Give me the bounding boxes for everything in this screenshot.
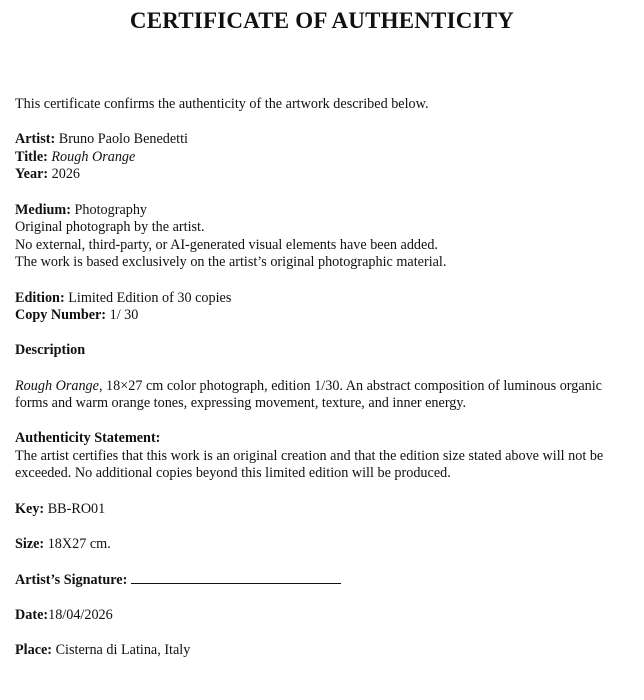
key-row [15, 501, 627, 519]
size-value: 18X27 cm. [47, 535, 111, 552]
copy-number-value: 1/ 30 [109, 307, 139, 324]
description-heading: Description [15, 342, 86, 359]
copy-number-label: Copy Number: [15, 307, 107, 324]
description-text [15, 378, 627, 413]
place-label: Place: [15, 642, 53, 659]
medium-label: Medium: [15, 201, 71, 218]
medium-line: No external, third-party, or AI-generated visual elements have been added. [15, 236, 438, 253]
date-label: Date: [15, 607, 49, 624]
certificate-title: CERTIFICATE OF AUTHENTICITY [129, 8, 515, 33]
date-row [15, 607, 627, 625]
artist-label: Artist: [15, 131, 56, 148]
place-value: Cisterna di Latina, Italy [55, 642, 191, 659]
authenticity-heading: Authenticity Statement: [15, 430, 161, 447]
date-value: 18/04/2026 [48, 607, 113, 624]
intro-text: This certificate confirms the authenticity of the artwork described below. [15, 96, 429, 112]
signature-line [131, 571, 341, 584]
authenticity-text: The artist certifies that this work is an original creation and that the edition size stated above will not be exceeded. No additional copies beyond this limited edition will be produced. [15, 447, 604, 482]
year-label: Year: [15, 166, 49, 183]
size-label: Size: [15, 535, 45, 552]
year-value: 2026 [51, 166, 81, 183]
medium-value: Photography [74, 201, 148, 218]
key-value: BB-RO01 [47, 500, 106, 517]
signature-label: Artist’s Signature: [15, 572, 128, 589]
key-label: Key: [15, 500, 45, 517]
certificate-body [15, 96, 627, 660]
description-italic-title: Rough Orange [15, 377, 99, 394]
medium-line: Original photograph by the artist. [15, 219, 205, 236]
artist-value: Bruno Paolo Benedetti [58, 131, 188, 148]
edition-label: Edition: [15, 289, 65, 306]
edition-value: Limited Edition of 30 copies [68, 289, 232, 306]
title-value: Rough Orange [51, 148, 136, 165]
medium-row [15, 202, 627, 220]
year-row [15, 166, 627, 184]
medium-line: The work is based exclusively on the artist’s original photographic material. [15, 254, 447, 271]
description-body: , 18×27 cm color photograph, edition 1/30. An abstract composition of luminous organic forms and warm orange tones, expressing movement, texture, and inner energy. [15, 377, 602, 412]
place-row [15, 642, 627, 660]
size-row [15, 536, 627, 554]
edition-row [15, 290, 627, 308]
title-row [15, 149, 627, 167]
title-label: Title: [15, 148, 48, 165]
signature-row [15, 571, 627, 590]
artist-row [15, 131, 627, 149]
copy-number-row [15, 307, 627, 325]
